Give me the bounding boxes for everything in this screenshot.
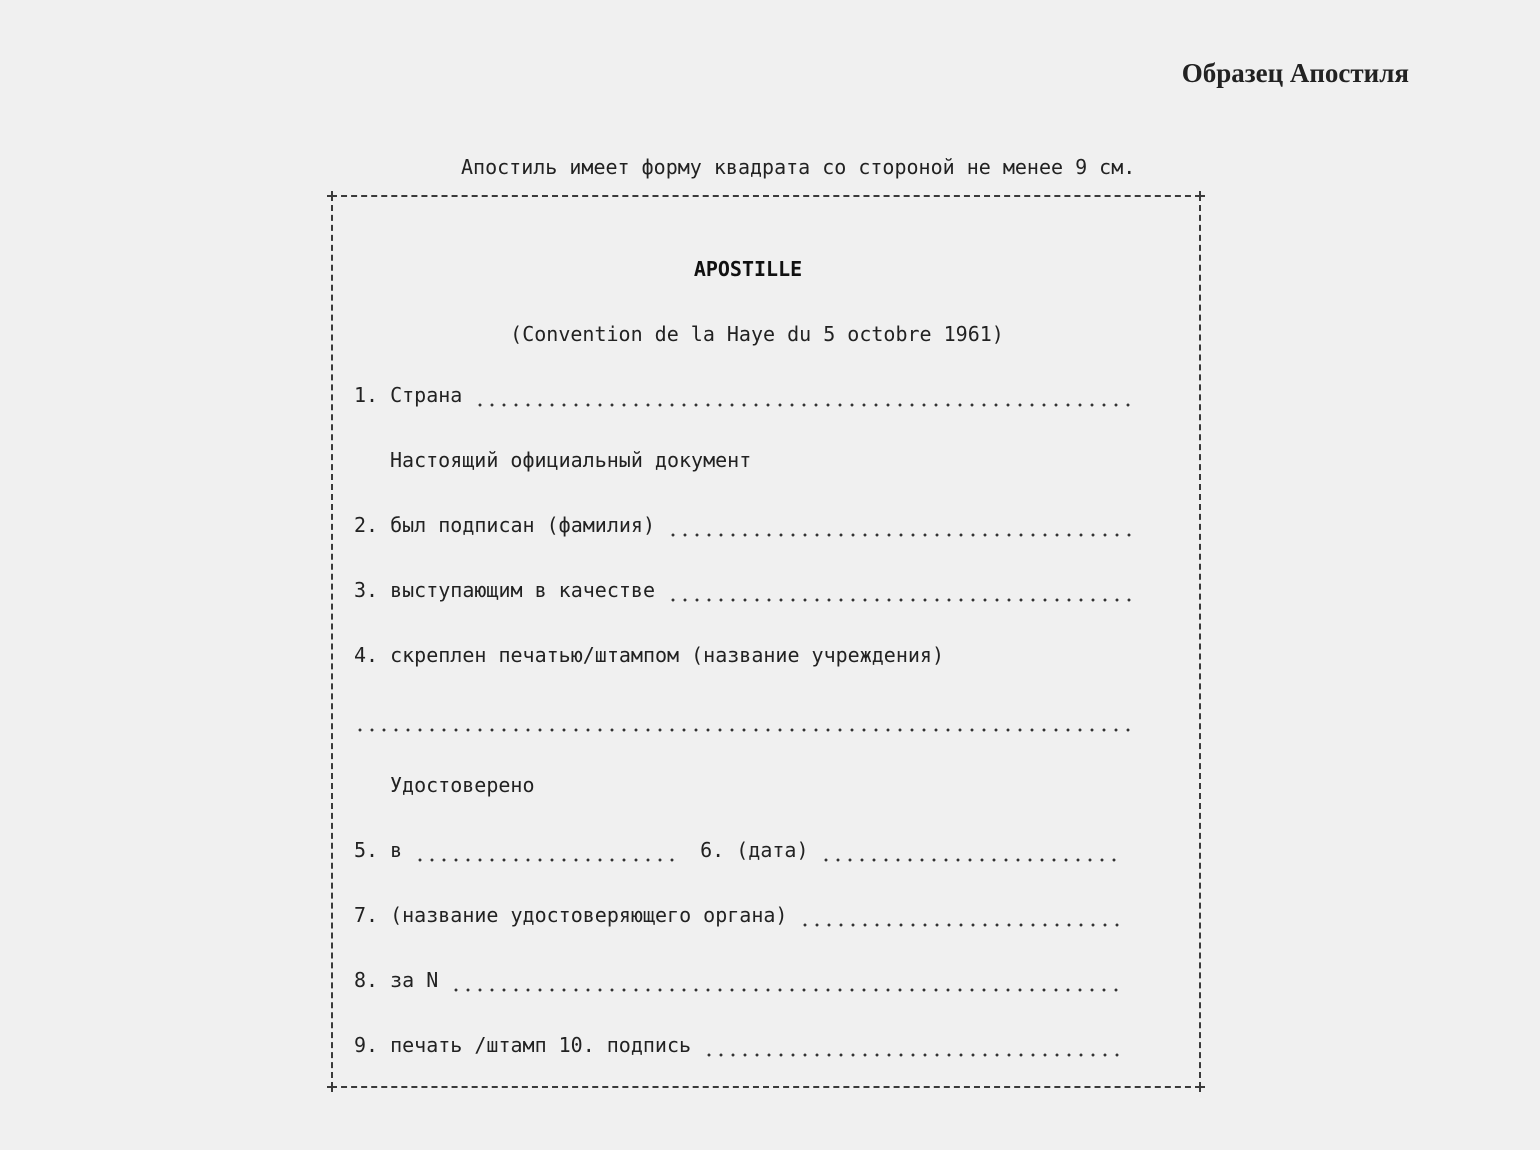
field-label: печать /штамп: [390, 1033, 547, 1057]
field-document-note: [390, 448, 1168, 478]
apostille-form: [331, 195, 1201, 1088]
corner-mark: [327, 1082, 337, 1092]
dotted-fill-line: [414, 858, 674, 862]
page-title: Образец Апостиля: [1181, 58, 1409, 88]
field-number: 4.: [354, 643, 379, 667]
field-seal-continuation: [354, 708, 1132, 738]
field-number: 7.: [354, 903, 379, 927]
dotted-fill-line: [703, 1053, 1119, 1057]
dotted-fill-line: [354, 728, 1132, 732]
dotted-fill-line: [799, 923, 1119, 927]
field-number: 1.: [354, 383, 379, 407]
field-label: (название удостоверяющего органа): [390, 903, 788, 927]
dotted-fill-line: [667, 533, 1132, 537]
field-label: подпись: [606, 1033, 692, 1057]
dotted-fill-line: [667, 598, 1132, 602]
field-label: скреплен печатью/штампом (название учреждения): [390, 643, 944, 667]
field-number: 8.: [354, 968, 379, 992]
field-label: выступающим в качестве: [390, 578, 655, 602]
field-place-date: [354, 838, 1119, 868]
field-number: 9.: [354, 1033, 379, 1057]
form-title: APOSTILLE: [693, 257, 803, 281]
dotted-fill-line: [450, 988, 1119, 992]
corner-mark: [1195, 191, 1205, 201]
field-label: Удостоверено: [390, 773, 535, 797]
corner-mark: [327, 191, 337, 201]
field-seal: [354, 643, 1132, 673]
intro-text: Апостиль имеет форму квадрата со стороной не менее 9 см.: [461, 155, 1136, 179]
field-signed-by: [354, 513, 1132, 543]
field-capacity: [354, 578, 1132, 608]
field-number: 10.: [558, 1033, 595, 1057]
field-label: в: [390, 838, 403, 862]
field-number: 3.: [354, 578, 379, 602]
field-authority: [354, 903, 1119, 933]
dotted-fill-line: [820, 858, 1119, 862]
field-label: Настоящий официальный документ: [390, 448, 752, 472]
field-label: (дата): [736, 838, 809, 862]
field-number: 2.: [354, 513, 379, 537]
field-label: Страна: [390, 383, 463, 407]
dotted-fill-line: [474, 403, 1132, 407]
field-label: за N: [390, 968, 439, 992]
field-certified: [390, 773, 1168, 803]
field-country: [354, 383, 1132, 413]
field-number: 5.: [354, 838, 379, 862]
field-number-n: [354, 968, 1119, 998]
field-seal-signature: [354, 1033, 1119, 1063]
form-subtitle: (Convention de la Haye du 5 octobre 1961): [510, 322, 1004, 346]
field-label: был подписан (фамилия): [390, 513, 655, 537]
field-number: 6.: [700, 838, 725, 862]
corner-mark: [1195, 1082, 1205, 1092]
